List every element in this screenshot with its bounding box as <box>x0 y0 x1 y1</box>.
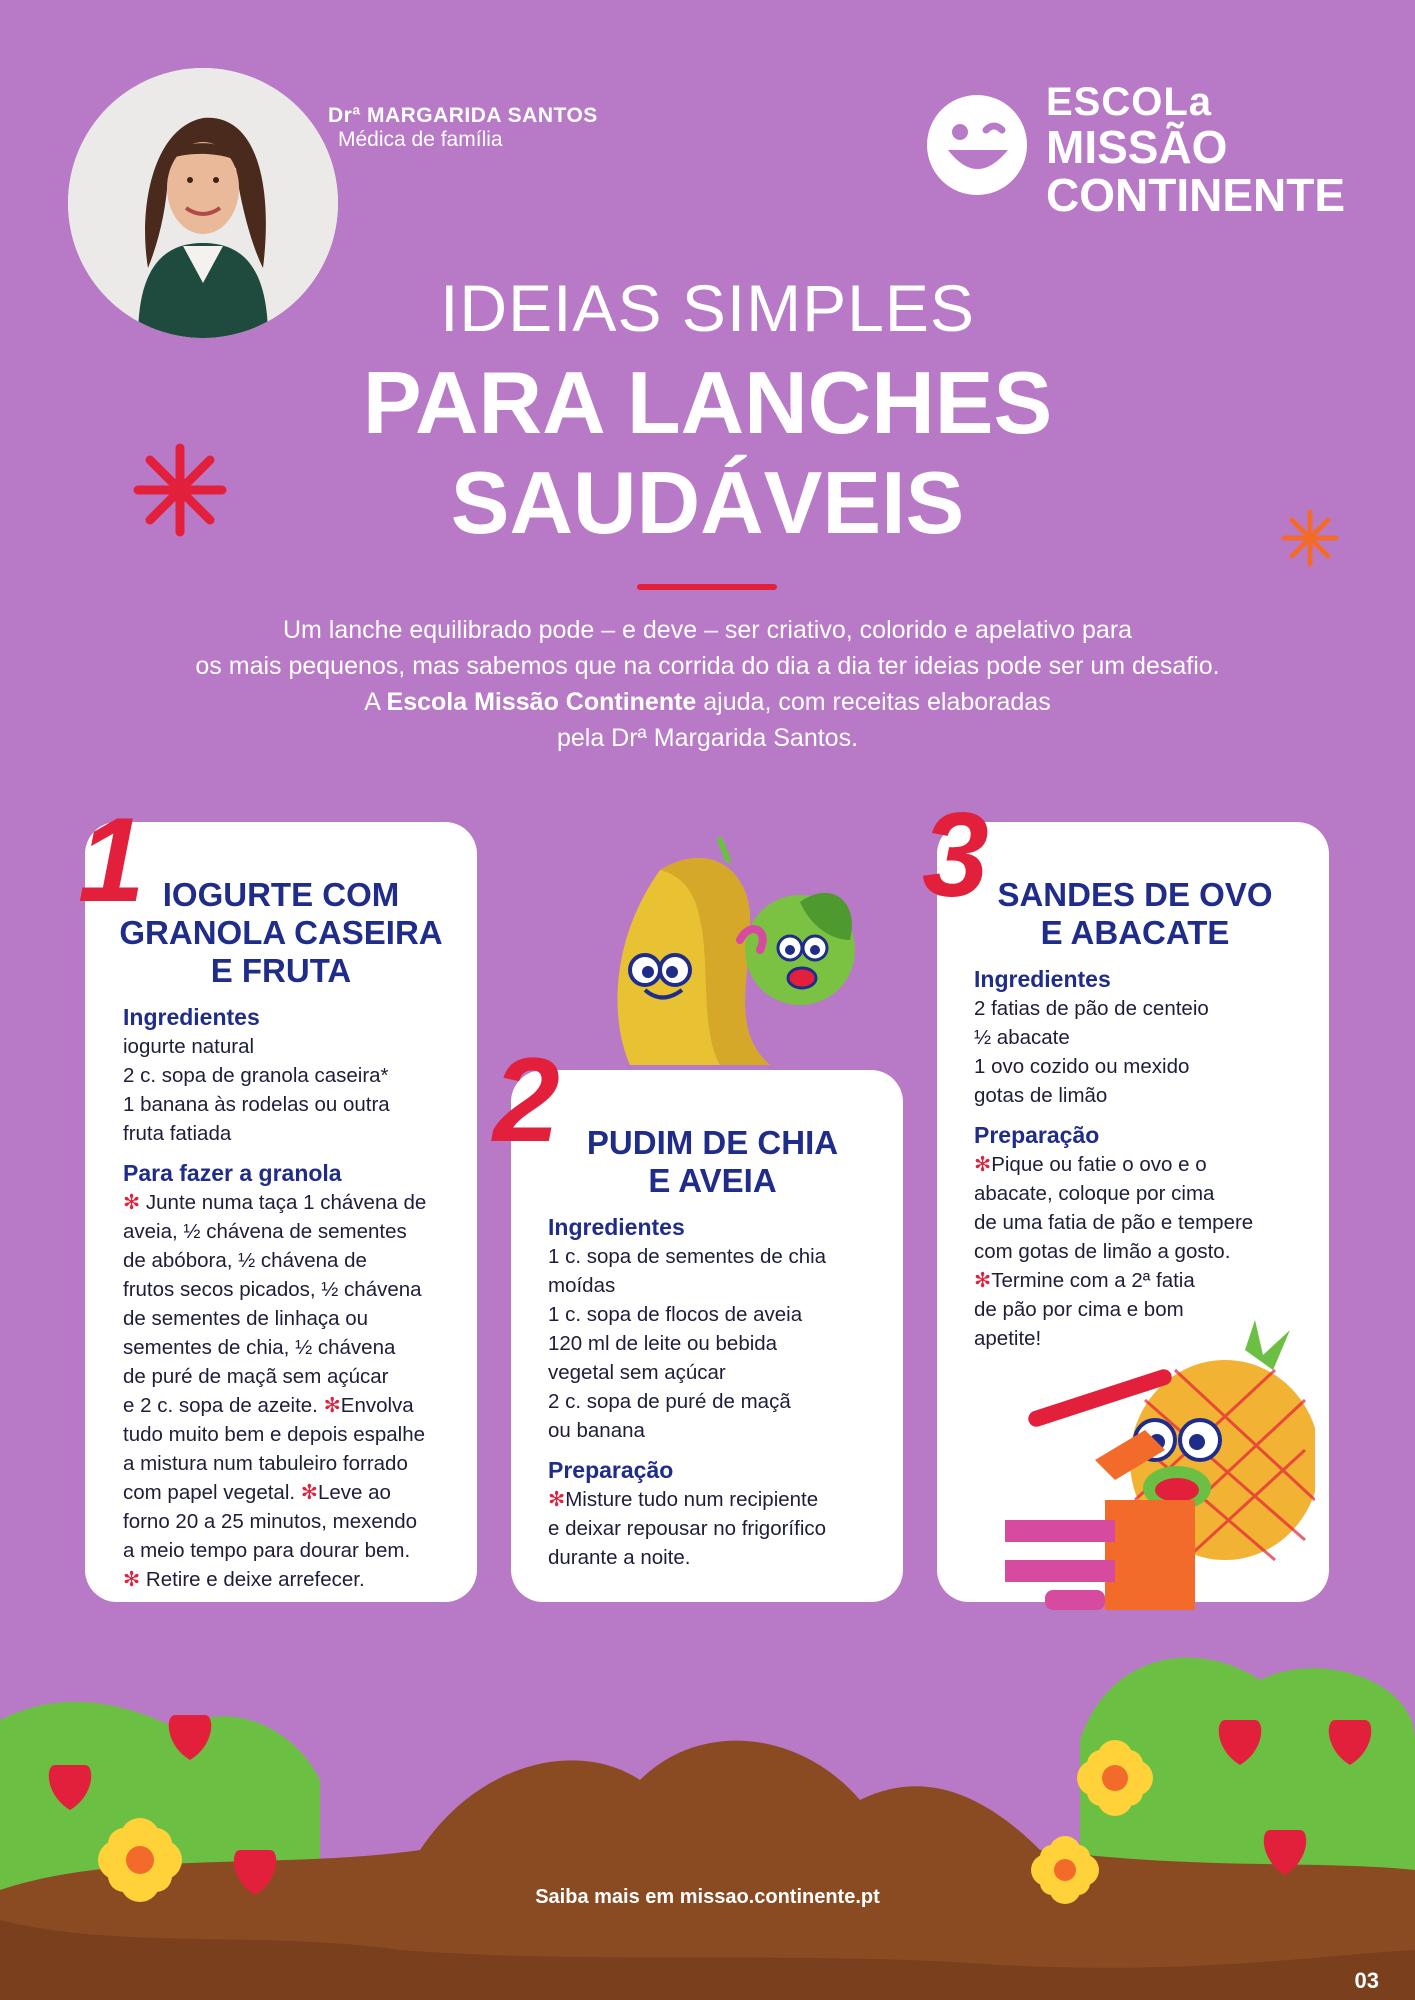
step-line: a meio tempo para dourar bem. <box>123 1539 411 1562</box>
ingredient-line: fruta fatiada <box>123 1122 232 1145</box>
recipe-body-1 <box>123 1002 468 1594</box>
step-line: de sementes de linhaça ou <box>123 1307 369 1330</box>
recipe-title-3-line-1: SANDES DE OVO <box>997 876 1273 913</box>
ingredient-line: gotas de limão <box>974 1084 1108 1107</box>
footer-website-link[interactable]: Saiba mais em missao.continente.pt <box>535 1886 880 1908</box>
pineapple-character-illustration <box>1005 1310 1315 1630</box>
ingredient-line: 120 ml de leite ou bebida <box>548 1332 778 1355</box>
step-line: de pão por cima e bom <box>974 1298 1184 1321</box>
step-line: de uma fatia de pão e tempere <box>974 1211 1254 1234</box>
asterisk-bullet-icon: ✻ <box>974 1269 992 1292</box>
recipe-title-2-line-1: PUDIM DE CHIA <box>586 1124 839 1161</box>
ingredient-line: vegetal sem açúcar <box>548 1361 726 1384</box>
logo-wordmark <box>1046 80 1345 221</box>
step-line: durante a noite. <box>548 1546 691 1569</box>
recipe-title-1-line-2: GRANOLA CASEIRA <box>119 914 443 951</box>
author-name: Drª MARGARIDA SANTOS <box>328 104 598 127</box>
recipe-number-1: 1 <box>78 793 145 927</box>
step-line: sementes de chia, ½ chávena <box>123 1336 396 1359</box>
ingredient-line: ½ abacate <box>974 1026 1070 1049</box>
logo-line-1: ESCOLa <box>1046 80 1213 124</box>
garden-scenery-illustration <box>0 1620 1415 2000</box>
granola-heading: Para fazer a granola <box>123 1160 342 1186</box>
ingredient-line: 2 c. sopa de granola caseira* <box>123 1064 389 1087</box>
step-line: ✻Pique ou fatie o ovo e o <box>974 1153 1207 1176</box>
ingredient-line: 2 fatias de pão de centeio <box>974 997 1209 1020</box>
title-divider <box>637 584 777 590</box>
step-line: com gotas de limão a gosto. <box>974 1240 1231 1263</box>
recipe-title-1 <box>95 876 467 990</box>
step-line: abacate, coloque por cima <box>974 1182 1215 1205</box>
ingredient-line: 1 c. sopa de sementes de chia <box>548 1245 827 1268</box>
logo-line-2: MISSÃO <box>1046 121 1228 173</box>
recipe-number-3: 3 <box>922 788 989 922</box>
intro-line-4: pela Drª Margarida Santos. <box>556 724 859 752</box>
recipe-body-3 <box>974 964 1319 1353</box>
asterisk-bullet-icon: ✻ <box>974 1153 992 1176</box>
recipe-title-1-line-3: E FRUTA <box>210 952 352 989</box>
ingredient-line: moídas <box>548 1274 616 1297</box>
ingredient-line: 1 banana às rodelas ou outra <box>123 1093 390 1116</box>
step-line: frutos secos picados, ½ chávena <box>123 1278 422 1301</box>
recipe-number-2: 2 <box>493 1033 560 1167</box>
intro-brand: Escola Missão Continente <box>386 688 697 716</box>
step-line: ✻Termine com a 2ª fatia <box>974 1269 1195 1292</box>
step-line: ✻ Retire e deixe arrefecer. <box>123 1568 365 1591</box>
step-line: forno 20 a 25 minutos, mexendo <box>123 1510 418 1533</box>
page-title-line-2: PARA LANCHES <box>362 353 1053 452</box>
step-line: de puré de maçã sem açúcar <box>123 1365 389 1388</box>
recipe-title-1-line-1: IOGURTE COM <box>162 876 400 913</box>
page-title-line-1: IDEIAS SIMPLES <box>440 271 975 345</box>
step-line: e 2 c. sopa de azeite. ✻Envolva <box>123 1394 414 1417</box>
asterisk-bullet-icon: ✻ <box>123 1568 141 1591</box>
intro-line-3 <box>80 684 1335 720</box>
step-line: de abóbora, ½ chávena de <box>123 1249 367 1272</box>
step-line: e deixar repousar no frigorífico <box>548 1517 827 1540</box>
banana-apple-characters-illustration <box>600 830 880 1075</box>
recipe-title-3-line-2: E ABACATE <box>1040 914 1230 951</box>
intro-line-3-post: ajuda, com receitas elaboradas <box>696 688 1051 716</box>
step-line: ✻ Junte numa taça 1 chávena de <box>123 1191 427 1214</box>
intro-paragraph <box>80 612 1335 756</box>
ingredients-heading: Ingredientes <box>123 1004 260 1030</box>
asterisk-bullet-icon: ✻ <box>123 1191 141 1214</box>
preparation-heading: Preparação <box>548 1457 674 1483</box>
intro-line-3-pre: A <box>364 688 387 716</box>
preparation-heading: Preparação <box>974 1122 1100 1148</box>
smiley-logo-icon <box>924 92 1030 198</box>
ingredients-heading: Ingredientes <box>548 1214 685 1240</box>
step-line: apetite! <box>974 1327 1042 1350</box>
asterisk-bullet-icon: ✻ <box>300 1481 318 1504</box>
ingredients-heading: Ingredientes <box>974 966 1111 992</box>
intro-line-1: Um lanche equilibrado pode – e deve – ser criativo, colorido e apelativo para <box>282 616 1133 644</box>
recipe-body-2 <box>548 1212 893 1572</box>
step-line: ✻Misture tudo num recipiente <box>548 1488 819 1511</box>
author-role: Médica de família <box>338 128 503 151</box>
page-number: 03 <box>1354 1968 1379 1993</box>
step-line: com papel vegetal. ✻Leve ao <box>123 1481 391 1504</box>
recipe-title-2 <box>540 1124 885 1200</box>
ingredient-line: 1 ovo cozido ou mexido <box>974 1055 1190 1078</box>
intro-line-2: os mais pequenos, mas sabemos que na corrida do dia a dia ter ideias pode ser um desafio. <box>195 652 1220 680</box>
asterisk-bullet-icon: ✻ <box>323 1394 341 1417</box>
ingredient-line: 1 c. sopa de flocos de aveia <box>548 1303 803 1326</box>
logo-line-3: CONTINENTE <box>1046 169 1345 221</box>
recipe-title-3 <box>960 876 1310 952</box>
ingredient-line: ou banana <box>548 1419 645 1442</box>
page-title-line-3: SAUDÁVEIS <box>450 453 965 552</box>
step-line: aveia, ½ chávena de sementes <box>123 1220 407 1243</box>
step-line: a mistura num tabuleiro forrado <box>123 1452 408 1475</box>
step-line: tudo muito bem e depois espalhe <box>123 1423 426 1446</box>
asterisk-bullet-icon: ✻ <box>548 1488 566 1511</box>
recipe-title-2-line-2: E AVEIA <box>648 1162 777 1199</box>
ingredient-line: iogurte natural <box>123 1035 255 1058</box>
ingredient-line: 2 c. sopa de puré de maçã <box>548 1390 791 1413</box>
